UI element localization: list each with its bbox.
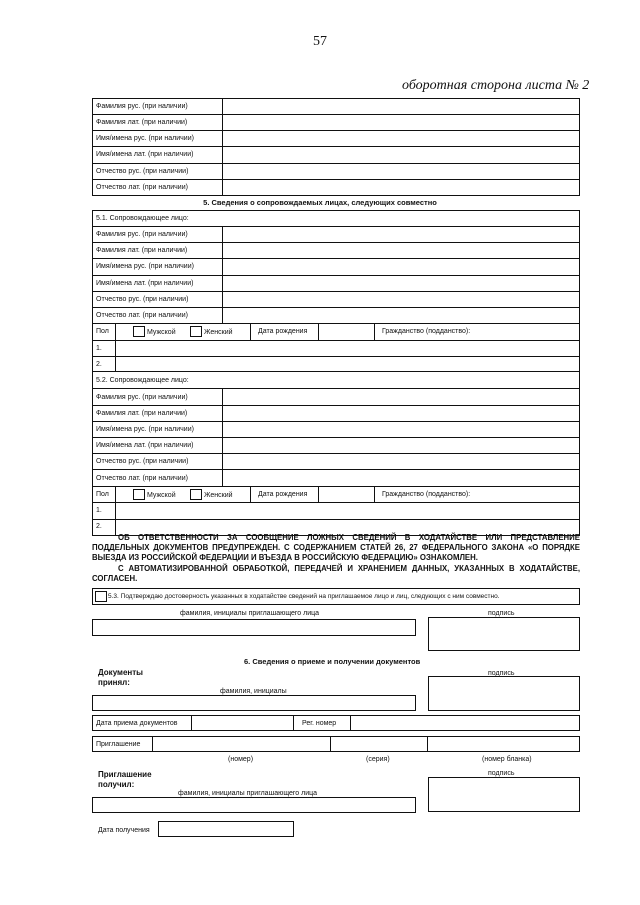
accept-date-field[interactable] bbox=[192, 716, 292, 730]
p1-name-rus-field[interactable] bbox=[223, 259, 579, 275]
p2-name-lat-field[interactable] bbox=[223, 438, 579, 453]
accept-date-label: Дата приема документов bbox=[96, 720, 178, 727]
series-caption: (серия) bbox=[366, 756, 390, 763]
p2-citizenship-label: Гражданство (подданство): bbox=[382, 491, 471, 498]
acceptor-name-caption: фамилия, инициалы bbox=[220, 688, 287, 695]
received-signature-caption: подпись bbox=[488, 770, 515, 777]
p1-gender-label: Пол bbox=[96, 328, 109, 335]
receiver-signature-field[interactable] bbox=[428, 777, 580, 812]
column-divider bbox=[374, 486, 375, 502]
name-rus-label: Имя/имена рус. (при наличии) bbox=[96, 135, 194, 142]
p1-male-checkbox[interactable] bbox=[133, 326, 145, 337]
p2-surname-lat-label: Фамилия лат. (при наличии) bbox=[96, 410, 188, 417]
invitation-number-field[interactable] bbox=[153, 737, 329, 751]
p1-patronymic-rus-label: Отчество рус. (при наличии) bbox=[96, 296, 189, 303]
confirm-checkbox[interactable] bbox=[95, 591, 107, 602]
p1-surname-lat-field[interactable] bbox=[223, 243, 579, 258]
p1-name-lat-label: Имя/имена лат. (при наличии) bbox=[96, 280, 194, 287]
p1-surname-rus-field[interactable] bbox=[223, 227, 579, 242]
inviter-name-field[interactable] bbox=[92, 619, 416, 636]
p2-surname-rus-label: Фамилия рус. (при наличии) bbox=[96, 394, 188, 401]
p2-male-label: Мужской bbox=[147, 492, 176, 499]
column-divider bbox=[250, 323, 251, 340]
inviter-name-caption: фамилия, инициалы приглашающего лица bbox=[180, 610, 320, 617]
column-divider bbox=[374, 323, 375, 340]
sheet-label: оборотная сторона листа № 2 bbox=[402, 78, 590, 93]
p1-patronymic-lat-field[interactable] bbox=[223, 308, 579, 323]
p2-name-rus-label: Имя/имена рус. (при наличии) bbox=[96, 426, 194, 433]
p2-surname-rus-field[interactable] bbox=[223, 389, 579, 405]
p2-female-checkbox[interactable] bbox=[190, 489, 202, 500]
p2-name-rus-field[interactable] bbox=[223, 422, 579, 437]
p1-citizenship-label: Гражданство (подданство): bbox=[382, 328, 471, 335]
invitation-received-label: Приглашение получил: bbox=[98, 770, 152, 789]
p2-gender-label: Пол bbox=[96, 491, 109, 498]
p2-citizenship-1-field[interactable] bbox=[116, 503, 579, 519]
form-number-caption: (номер бланка) bbox=[482, 756, 532, 763]
p1-male-label: Мужской bbox=[147, 329, 176, 336]
section5-title: 5. Сведения о сопровождаемых лицах, следующих совместно bbox=[203, 198, 437, 207]
number-caption: (номер) bbox=[228, 756, 254, 763]
p1-patronymic-lat-label: Отчество лат. (при наличии) bbox=[96, 312, 188, 319]
name-lat-label: Имя/имена лат. (при наличии) bbox=[96, 151, 194, 158]
receive-date-label: Дата получения bbox=[98, 827, 150, 834]
responsibility-text: ОБ ОТВЕТСТВЕННОСТИ ЗА СООБЩЕНИЕ ЛОЖНЫХ СВЕДЕНИЙ В ХОДАТАЙСТВЕ ИЛИ ПРЕДСТАВЛЕНИЕ ПОДДЕЛЬНЫХ ДОКУМЕНТОВ ПРЕДУПРЕЖДЕН. С СОДЕРЖАНИЕМ СТАТЕЙ 26, 27 ФЕДЕРАЛЬНОГО ЗАКОНА «О ПОРЯДКЕ ВЫЕЗДА ИЗ РОССИЙСКОЙ ФЕДЕРАЦИИ И ВЪЕЗДА В РОССИЙСКУЮ ФЕДЕРАЦИЮ» ОЗНАКОМЛЕН. bbox=[92, 533, 580, 563]
p2-female-label: Женский bbox=[204, 492, 233, 499]
patronymic-lat-label: Отчество лат. (при наличии) bbox=[96, 184, 188, 191]
patronymic-rus-label: Отчество рус. (при наличии) bbox=[96, 168, 189, 175]
p1-citizenship-row-1-label: 1. bbox=[96, 345, 102, 352]
receive-date-field[interactable] bbox=[158, 821, 294, 837]
page-number: 57 bbox=[313, 34, 327, 49]
p1-surname-rus-label: Фамилия рус. (при наличии) bbox=[96, 231, 188, 238]
inviter-signature-field[interactable] bbox=[428, 617, 580, 651]
p2-patronymic-rus-label: Отчество рус. (при наличии) bbox=[96, 458, 189, 465]
p2-citizenship-row-2-label: 2. bbox=[96, 523, 102, 530]
reg-number-field[interactable] bbox=[351, 716, 579, 730]
invitation-label: Приглашение bbox=[96, 741, 141, 748]
column-divider bbox=[293, 715, 294, 731]
p2-patronymic-lat-label: Отчество лат. (при наличии) bbox=[96, 475, 188, 482]
surname-lat-field[interactable] bbox=[223, 115, 579, 130]
column-divider bbox=[250, 486, 251, 502]
p1-citizenship-row-2-label: 2. bbox=[96, 361, 102, 368]
p1-surname-lat-label: Фамилия лат. (при наличии) bbox=[96, 247, 188, 254]
p2-dob-field[interactable] bbox=[319, 487, 373, 502]
surname-lat-label: Фамилия лат. (при наличии) bbox=[96, 119, 188, 126]
p2-patronymic-lat-field[interactable] bbox=[223, 470, 579, 486]
signature-caption: подпись bbox=[488, 610, 515, 617]
receiver-name-caption: фамилия, инициалы приглашающего лица bbox=[178, 790, 318, 797]
person-5-2-heading: 5.2. Сопровождающее лицо: bbox=[96, 377, 189, 384]
name-lat-field[interactable] bbox=[223, 147, 579, 162]
p1-citizenship-1-field[interactable] bbox=[116, 341, 579, 356]
data-processing-consent-text: С АВТОМАТИЗИРОВАННОЙ ОБРАБОТКОЙ, ПЕРЕДАЧЕЙ И ХРАНЕНИЕМ ДАННЫХ, УКАЗАННЫХ В ХОДАТАЙСТВЕ, СОГЛАСЕН. bbox=[92, 563, 580, 583]
patronymic-lat-field[interactable] bbox=[223, 180, 579, 195]
acceptor-signature-field[interactable] bbox=[428, 676, 580, 711]
p1-dob-label: Дата рождения bbox=[258, 328, 308, 335]
docs-accepted-signature-caption: подпись bbox=[488, 670, 515, 677]
person-5-1-heading: 5.1. Сопровождающее лицо: bbox=[96, 215, 189, 222]
receiver-name-field[interactable] bbox=[92, 797, 416, 813]
p2-name-lat-label: Имя/имена лат. (при наличии) bbox=[96, 442, 194, 449]
reg-number-label: Рег. номер bbox=[302, 720, 337, 727]
docs-accepted-label: Документы принял: bbox=[98, 668, 143, 687]
acceptor-name-field[interactable] bbox=[92, 695, 416, 711]
invitation-series-field[interactable] bbox=[331, 737, 426, 751]
p2-citizenship-row-1-label: 1. bbox=[96, 507, 102, 514]
responsibility-statement bbox=[92, 533, 580, 584]
p1-name-lat-field[interactable] bbox=[223, 276, 579, 291]
p1-name-rus-label: Имя/имена рус. (при наличии) bbox=[96, 263, 194, 270]
name-rus-field[interactable] bbox=[223, 131, 579, 146]
p2-patronymic-rus-field[interactable] bbox=[223, 454, 579, 469]
p1-female-label: Женский bbox=[204, 329, 233, 336]
p2-dob-label: Дата рождения bbox=[258, 491, 308, 498]
surname-rus-label: Фамилия рус. (при наличии) bbox=[96, 103, 188, 110]
p1-citizenship-2-field[interactable] bbox=[116, 357, 579, 371]
p1-dob-field[interactable] bbox=[319, 324, 373, 340]
p1-patronymic-rus-field[interactable] bbox=[223, 292, 579, 307]
section6-title: 6. Сведения о приеме и получении документов bbox=[244, 657, 421, 666]
invitation-form-number-field[interactable] bbox=[428, 737, 579, 751]
p2-surname-lat-field[interactable] bbox=[223, 406, 579, 421]
surname-rus-field[interactable] bbox=[223, 99, 579, 114]
confirm-text: 5.3. Подтверждаю достоверность указанных в ходатайстве сведений на приглашаемое лицо и лиц, следующих с ним совместно. bbox=[108, 593, 500, 600]
p2-male-checkbox[interactable] bbox=[133, 489, 145, 500]
patronymic-rus-field[interactable] bbox=[223, 164, 579, 179]
p1-female-checkbox[interactable] bbox=[190, 326, 202, 337]
